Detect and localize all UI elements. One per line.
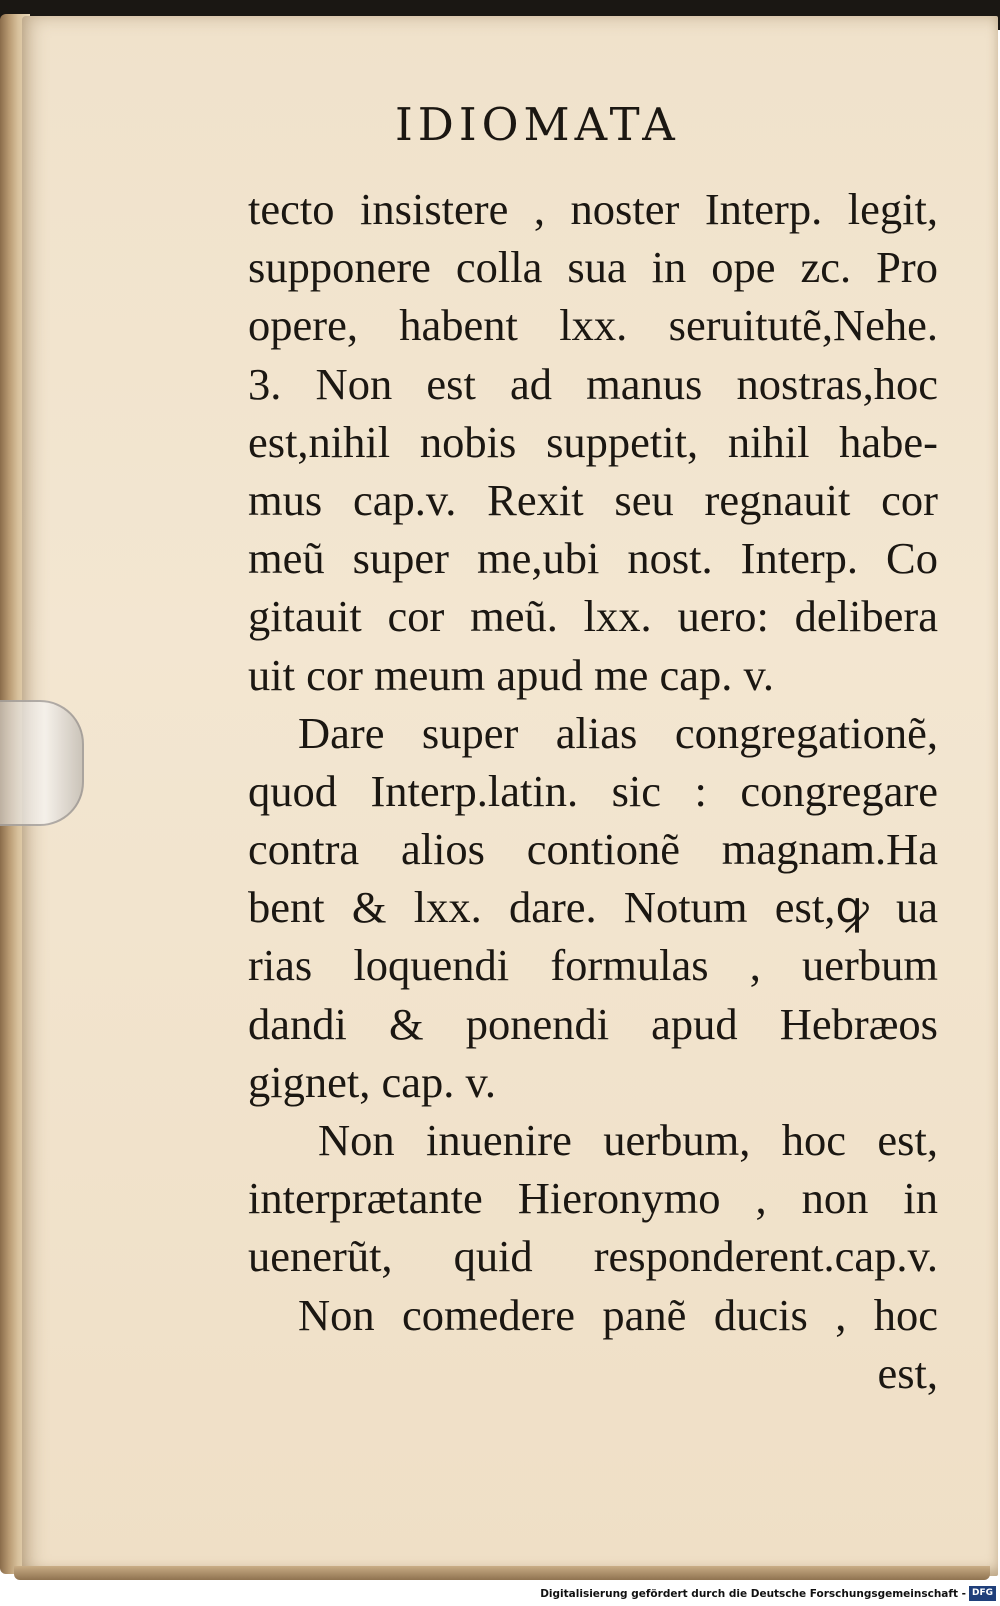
digitization-credit: Digitalisierung gefördert durch die Deutsche Forschungsgemeinschaft -: [540, 1588, 966, 1600]
text-line: meũ super me,ubi nost. Interp. Co: [248, 533, 938, 584]
text-line: mus cap.v. Rexit seu regnauit cor: [248, 474, 938, 525]
text-line: est,nihil nobis suppetit, nihil habe-: [248, 416, 938, 467]
text-line: bent & lxx. dare. Notum est,ꝙ ua: [248, 882, 938, 933]
text-line: supponere colla sua in ope zc. Pro: [248, 242, 938, 293]
text-line: opere, habent lxx. seruitutẽ,Nehe.: [248, 300, 938, 351]
text-line: dandi & ponendi apud Hebræos: [248, 998, 938, 1049]
text-line: 3. Non est ad manus nostras,hoc: [248, 358, 938, 409]
text-line: uenerũt, quid responderent.cap.v.: [248, 1231, 938, 1282]
text-line: gignet, cap. v.: [248, 1056, 496, 1107]
text-line: uit cor meum apud me cap. v.: [248, 649, 775, 700]
text-line: quod Interp.latin. sic : congregare: [248, 765, 938, 816]
dfg-logo: DFG: [969, 1586, 996, 1601]
text-line: rias loquendi formulas , uerbum: [248, 940, 938, 991]
text-line: gitauit cor meũ. lxx. uero: delibera: [248, 591, 938, 642]
text-line: interprætante Hieronymo , non in: [248, 1173, 938, 1224]
page-bottom-edge: [14, 1566, 990, 1580]
text-line: Non inuenire uerbum, hoc est,: [318, 1115, 938, 1165]
catchword: est,: [877, 1347, 938, 1398]
text-line: Dare super alias congregationẽ,: [298, 707, 938, 758]
plastic-clip: [0, 700, 84, 826]
text-line: Non comedere panẽ ducis , hoc: [298, 1289, 938, 1340]
running-header: IDIOMATA: [395, 98, 680, 151]
text-line: contra alios contionẽ magnam.Ha: [248, 824, 938, 875]
text-line: tecto insistere , noster Interp. legit,: [248, 184, 938, 234]
page-text: [248, 180, 938, 1402]
